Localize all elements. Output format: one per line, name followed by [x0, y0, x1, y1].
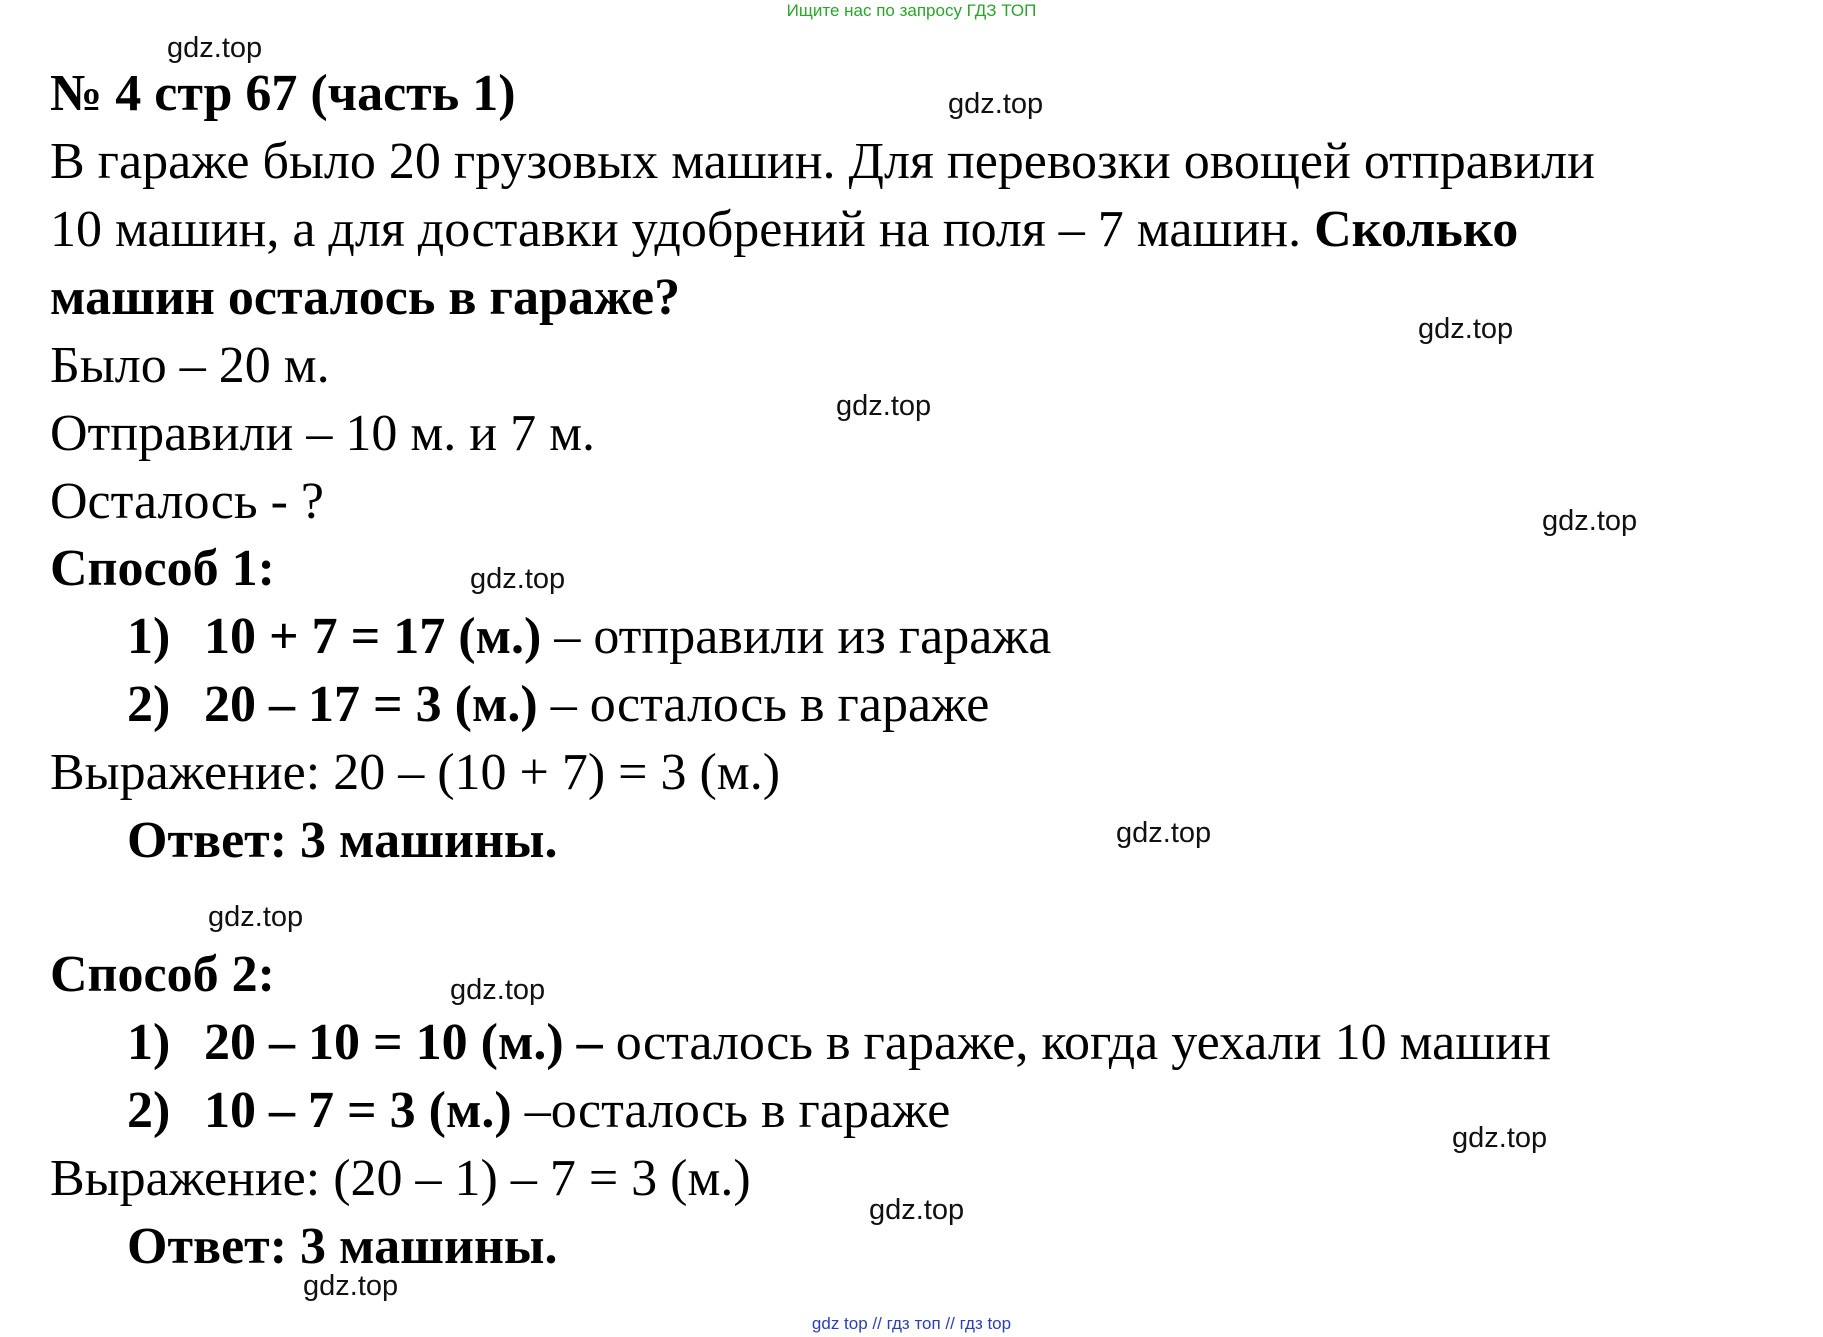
step-number: 1) [127, 608, 171, 665]
watermark: gdz.top [208, 901, 304, 933]
watermark: gdz.top [1418, 313, 1514, 345]
watermark: gdz.top [948, 88, 1044, 120]
watermark: gdz.top [1116, 817, 1212, 849]
watermark: gdz.top [1452, 1122, 1548, 1154]
watermark: gdz.top [167, 32, 263, 64]
step-number: 1) [127, 1014, 171, 1071]
given-left: Осталось - ? [50, 473, 324, 530]
step-explanation: – осталось в гараже [537, 676, 990, 733]
method-1-step-2 [127, 676, 990, 733]
given-sent: Отправили – 10 м. и 7 м. [50, 405, 595, 462]
bottom-banner: gdz top // гдз топ // гдз top [811, 1314, 1012, 1333]
step-explanation: осталось в гараже, когда уехали 10 машин [602, 1014, 1551, 1071]
given-was: Было – 20 м. [50, 337, 330, 394]
watermark: gdz.top [470, 563, 566, 595]
step-explanation: –осталось в гараже [511, 1082, 951, 1139]
top-banner: Ищите нас по запросу ГДЗ ТОП [786, 1, 1037, 20]
problem-question-start: Сколько [1314, 201, 1519, 258]
method-2-step-2 [127, 1082, 951, 1139]
problem-line-2-text: 10 машин, а для доставки удобрений на поля – 7 машин. [50, 201, 1315, 258]
step-explanation: – отправили из гаража [541, 608, 1052, 665]
problem-line-1: В гараже было 20 грузовых машин. Для перевозки овощей отправили [50, 133, 1595, 190]
method-1-step-1 [127, 608, 1052, 665]
step-expression: 20 – 10 = 10 (м.) – [204, 1014, 603, 1071]
method-2-answer: Ответ: 3 машины. [127, 1218, 558, 1275]
watermark: gdz.top [1542, 505, 1638, 537]
step-expression: 10 + 7 = 17 (м.) [204, 608, 542, 665]
problem-question: машин осталось в гараже? [50, 269, 681, 326]
method-2-expression: Выражение: (20 – 1) – 7 = 3 (м.) [50, 1150, 751, 1207]
watermark: gdz.top [836, 390, 932, 422]
problem-line-2 [50, 201, 1519, 258]
method-2-heading: Способ 2: [50, 946, 275, 1003]
step-expression: 10 – 7 = 3 (м.) [204, 1082, 512, 1139]
method-2-step-1 [127, 1014, 1551, 1071]
watermark: gdz.top [450, 974, 546, 1006]
method-1-answer: Ответ: 3 машины. [127, 812, 558, 869]
watermark: gdz.top [869, 1194, 965, 1226]
step-number: 2) [127, 676, 171, 733]
page-title: № 4 стр 67 (часть 1) [50, 65, 516, 122]
step-number: 2) [127, 1082, 171, 1139]
step-expression: 20 – 17 = 3 (м.) [204, 676, 538, 733]
method-1-heading: Способ 1: [50, 540, 275, 597]
method-1-expression: Выражение: 20 – (10 + 7) = 3 (м.) [50, 744, 781, 801]
watermark: gdz.top [303, 1270, 399, 1302]
